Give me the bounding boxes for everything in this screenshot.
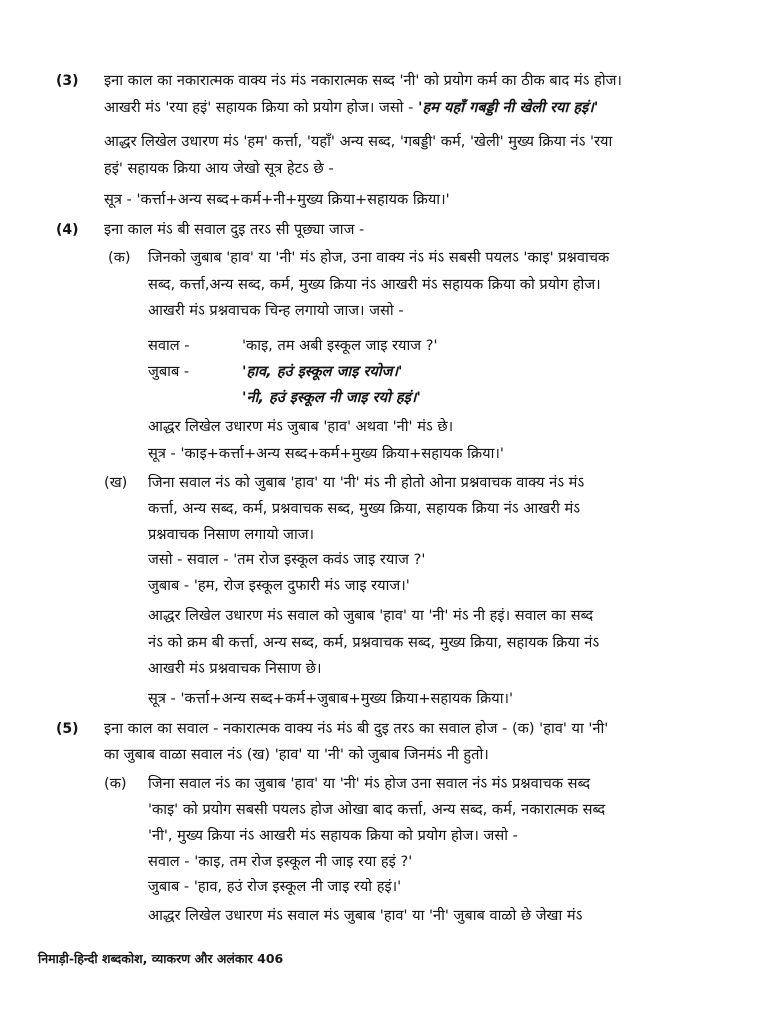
section-5-line-1: इना काल का सवाल - नकारात्मक वाक्य नंऽ मंऽ बी दुइ तरऽ का सवाल होज - (क) 'हाव' या 'नी' xyxy=(104,720,609,737)
section-5-ka-answer: जुबाब - 'हाव, हउं रोज इस्कूल नी जाइ रयो हइं।' xyxy=(148,878,402,895)
section-3-line-1: इना काल का नकारात्मक वाक्य नंऽ मंऽ नकारात्मक सब्द 'नी' को प्रयोग कर्म का ठीक बाद मंऽ होज। xyxy=(104,72,622,89)
subsection-ka-line-3: आखरी मंऽ प्रश्नवाचक चिन्ह लगायो जाज। जसो - xyxy=(148,302,404,319)
answer-text-no: 'नी, हउं इस्कूल नी जाइ रयो हइं।' xyxy=(242,389,421,406)
subsection-kha-line-3: प्रश्नवाचक निसाण लगायो जाज। xyxy=(148,526,315,543)
subsection-kha-note-1: आद्धर लिखेल उधारण मंऽ सवाल को जुबाब 'हाव' या 'नी' मंऽ नी हइं। सवाल का सब्द xyxy=(148,607,594,624)
section-4-intro: इना काल मंऽ बी सवाल दुइ तरऽ सी पूछ्या जाज - xyxy=(104,221,365,238)
page-footer: निमाड़ी-हिन्दी शब्दकोश, व्याकरण और अलंकार 406 xyxy=(38,951,284,966)
section-5-ka-mark: (क) xyxy=(104,775,127,792)
subsection-kha-question: जसो - सवाल - 'तम रोज इस्कूल कवंऽ जाइ रयाज ?' xyxy=(148,551,426,568)
subsection-kha-line-2: कर्त्ता, अन्य सब्द, कर्म, प्रश्नवाचक सब्द, मुख्य क्रिया, सहायक क्रिया नंऽ आखरी मंऽ xyxy=(148,500,581,517)
section-3-example: 'हम यहाँ गबड्डी नी खेली रया हइं।' xyxy=(418,99,599,116)
section-number-4: (4) xyxy=(56,222,79,238)
subsection-kha-mark: (ख) xyxy=(104,474,128,491)
subsection-kha-note-3: आखरी मंऽ प्रश्नवाचक निसाण छे। xyxy=(148,660,322,677)
question-text: 'काइ, तम अबी इस्कूल जाइ रयाज ?' xyxy=(242,337,438,354)
section-5-ka-line-1: जिना सवाल नंऽ का जुबाब 'हाव' या 'नी' मंऽ होज उना सवाल नंऽ मंऽ प्रश्नवाचक सब्द xyxy=(148,775,591,792)
section-5-line-2: का जुबाब वाळा सवाल नंऽ (ख) 'हाव' या 'नी' को जुबाब जिनमंऽ नी हुतो। xyxy=(104,746,489,763)
subsection-kha-line-1: जिना सवाल नंऽ को जुबाब 'हाव' या 'नी' मंऽ नी होतो ओना प्रश्नवाचक वाक्य नंऽ मंऽ xyxy=(148,474,585,491)
subsection-kha-note-2: नंऽ को क्रम बी कर्त्ता, अन्य सब्द, कर्म, प्रश्नवाचक सब्द, मुख्य क्रिया, सहायक क्रिया नंऽ xyxy=(148,634,600,651)
section-5-ka-question: सवाल - 'काइ, तम रोज इस्कूल नी जाइ रया हइं ?' xyxy=(148,853,413,870)
answer-text-yes: 'हाव, हउं इस्कूल जाइ रयोज।' xyxy=(242,363,403,380)
section-3-line-2-text: आखरी मंऽ 'रया हइं' सहायक क्रिया को प्रयोग होज। जसो - xyxy=(104,99,419,116)
subsection-ka-line-2: सब्द, कर्त्ता,अन्य सब्द, कर्म, मुख्य क्रिया नंऽ आखरी मंऽ सहायक क्रिया को प्रयोग होज। xyxy=(148,276,601,293)
section-3-line-4: हइं' सहायक क्रिया आय जेखो सूत्र हेटऽ छे - xyxy=(104,160,334,177)
section-3-sutra: सूत्र - 'कर्त्ता+अन्य सब्द+कर्म+नी+मुख्य क्रिया+सहायक क्रिया।' xyxy=(104,191,450,208)
section-5-ka-note: आद्धर लिखेल उधारण मंऽ सवाल मंऽ जुबाब 'हाव' या 'नी' जुबाब वाळो छे जेखा मंऽ xyxy=(148,907,583,924)
section-5-ka-line-3: 'नी', मुख्य क्रिया नंऽ आखरी मंऽ सहायक क्रिया को प्रयोग होज। जसो - xyxy=(148,827,518,844)
answer-label: जुबाब - xyxy=(148,363,190,380)
subsection-ka-mark: (क) xyxy=(108,249,131,266)
section-5-ka-line-2: 'काइ' को प्रयोग सबसी पयलऽ होज ओखा बाद कर्त्ता, अन्य सब्द, कर्म, नकारात्मक सब्द xyxy=(148,801,606,818)
subsection-ka-line-1: जिनको जुबाब 'हाव' या 'नी' मंऽ होज, उना वाक्य नंऽ मंऽ सबसी पयलऽ 'काइ' प्रश्नवाचक xyxy=(148,249,610,266)
section-number-3: (3) xyxy=(56,73,79,89)
subsection-kha-answer: जुबाब - 'हम, रोज इस्कूल दुफारी मंऽ जाइ रयाज।' xyxy=(148,577,410,594)
section-3-line-3: आद्धर लिखेल उधारण मंऽ 'हम' कर्त्ता, 'यहाँ' अन्य सब्द, 'गबड्डी' कर्म, 'खेली' मुख्य क्रिया नंऽ 'रया xyxy=(104,133,613,150)
question-label: सवाल - xyxy=(148,337,190,354)
subsection-ka-sutra: सूत्र - 'काइ+कर्त्ता+अन्य सब्द+कर्म+मुख्य क्रिया+सहायक क्रिया।' xyxy=(148,445,504,462)
section-3-line-2 xyxy=(104,97,598,119)
section-number-5: (5) xyxy=(56,721,79,737)
subsection-ka-note: आद्धर लिखेल उधारण मंऽ जुबाब 'हाव' अथवा 'नी' मंऽ छे। xyxy=(148,418,454,435)
subsection-kha-sutra: सूत्र - 'कर्त्ता+अन्य सब्द+कर्म+जुबाब+मुख्य क्रिया+सहायक क्रिया।' xyxy=(148,690,514,707)
